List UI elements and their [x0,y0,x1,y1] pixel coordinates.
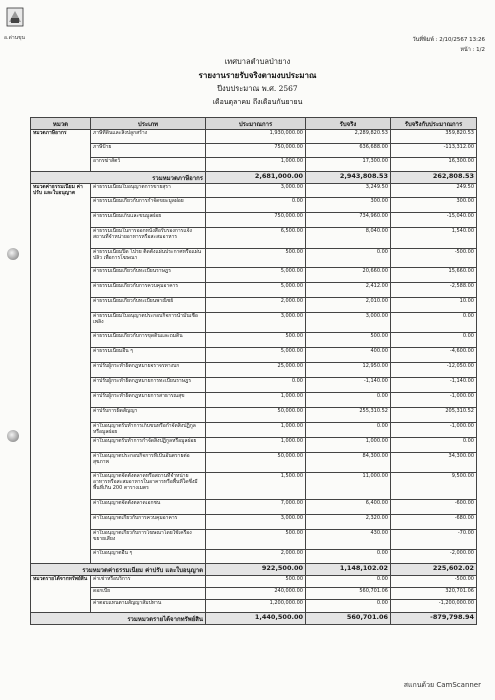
table-row [31,158,477,172]
item-type-cell: ค่าธรรมเนียมเกี่ยวกับการขุดดินและถมดิน [91,333,206,348]
budget-cell: 2,000.00 [206,550,306,564]
table-row [31,249,477,268]
total-actual-cell: 560,701.06 [306,613,391,625]
total-budget-cell: 1,440,500.00 [206,613,306,625]
category-cell: หมวดค่าธรรมเนียม ค่าปรับ และใบอนุญาต [31,184,91,564]
actual-cell: 2,010.00 [306,298,391,313]
municipality-seal-logo [4,6,26,32]
report-period: เดือนตุลาคม ถึงเดือนกันยายน [212,98,303,106]
actual-cell: 3,000.00 [306,313,391,333]
page-number: หน้า : 1/2 [460,47,485,53]
item-type-cell: อากรฆ่าสัตว์ [91,158,206,172]
actual-cell: 500.00 [306,333,391,348]
difference-cell: 10.00 [391,298,477,313]
budget-cell: 1,200,000.00 [206,600,306,613]
difference-cell: -1,000.00 [391,423,477,438]
table-row [31,550,477,564]
item-type-cell: ค่าธรรมเนียมอื่น ๆ [91,348,206,363]
total-difference-cell: 262,808.53 [391,172,477,184]
item-type-cell: ค่าธรรมเนียมเกี่ยวกับทะเบียนราษฎร [91,268,206,283]
table-row [31,130,477,144]
section-total-row [31,172,477,184]
item-type-cell: ค่าธรรมเนียมเกี่ยวกับการกำจัดขยะมูลฝอย [91,198,206,213]
table-row [31,438,477,453]
budget-cell: 5,000.00 [206,283,306,298]
table-body [31,130,477,625]
budget-cell: 1,930,000.00 [206,130,306,144]
difference-cell: -1,200,000.00 [391,600,477,613]
section-total-row [31,564,477,576]
difference-cell: 0.00 [391,438,477,453]
item-type-cell: ค่าปรับการผิดสัญญา [91,408,206,423]
table-row [31,363,477,378]
item-type-cell: ค่าธรรมเนียมในการออกหนังสือรับรองการแจ้งสถานที่จำหน่ายอาหารหรือสะสมอาหาร [91,228,206,249]
budget-cell: 25,000.00 [206,363,306,378]
budget-cell: 240,000.00 [206,588,306,600]
actual-cell: 17,300.00 [306,158,391,172]
item-type-cell: ค่าใบอนุญาตอื่น ๆ [91,550,206,564]
revenue-table [30,117,477,625]
budget-cell: 2,000.00 [206,298,306,313]
total-budget-cell: 2,681,000.00 [206,172,306,184]
difference-cell: -1,140.00 [391,378,477,393]
actual-cell: 2,412.00 [306,283,391,298]
actual-cell: 84,300.00 [306,453,391,473]
actual-cell: 1,000.00 [306,438,391,453]
col-header-difference: รับจริงกับประมาณการ [391,118,477,130]
fiscal-year: ปีงบประมาณ พ.ศ. 2567 [217,84,298,93]
budget-cell: 0.00 [206,198,306,213]
item-type-cell: ค่าธรรมเนียมเกี่ยวกับทะเบียนพาณิชย์ [91,298,206,313]
difference-cell: 249.50 [391,184,477,198]
difference-cell: 16,300.00 [391,158,477,172]
budget-cell: 750,000.00 [206,213,306,228]
difference-cell: 9,500.00 [391,473,477,500]
actual-cell: 20,660.00 [306,268,391,283]
item-type-cell: ภาษีป้าย [91,144,206,158]
col-header-budget: ประมาณการ [206,118,306,130]
actual-cell: 0.00 [306,249,391,268]
item-type-cell: ค่าใบอนุญาตเกี่ยวกับการโฆษณาโดยใช้เครื่องขยายเสียง [91,530,206,550]
total-actual-cell: 1,148,102.02 [306,564,391,576]
item-type-cell: ค่าธรรมเนียมใบอนุญาตประกอบกิจการน้ำมันเชื้อเพลิง [91,313,206,333]
actual-cell: 636,688.00 [306,144,391,158]
actual-cell: 400.00 [306,348,391,363]
section-total-label: รวมหมวดค่าธรรมเนียม ค่าปรับ และใบอนุญาต [31,564,206,576]
budget-cell: 6,500.00 [206,228,306,249]
actual-cell: 734,960.00 [306,213,391,228]
table-header-row [31,118,477,130]
table-row [31,576,477,588]
section-total-label: รวมหมวดรายได้จากทรัพย์สิน [31,613,206,625]
actual-cell: 12,950.00 [306,363,391,378]
item-type-cell: ภาษีที่ดินและสิ่งปลูกสร้าง [91,130,206,144]
budget-cell: 750,000.00 [206,144,306,158]
table-row [31,198,477,213]
budget-cell: 1,500.00 [206,473,306,500]
punch-hole-top [7,248,19,260]
category-cell: หมวดรายได้จากทรัพย์สิน [31,576,91,613]
item-type-cell: ค่าตอบแทนตามสัญญาสัมปทาน [91,600,206,613]
col-header-actual: รับจริง [306,118,391,130]
budget-cell: 500.00 [206,249,306,268]
item-type-cell: ค่าปรับผู้กระทำผิดกฎหมายการสาธารณสุข [91,393,206,408]
budget-cell: 3,000.00 [206,313,306,333]
actual-cell: 0.00 [306,550,391,564]
table-row [31,283,477,298]
difference-cell: -12,050.00 [391,363,477,378]
table-row [31,378,477,393]
table-row [31,144,477,158]
item-type-cell: ค่าธรรมเนียมปิด โปรย ติดตั้งแผ่นประกาศหรือแผ่นปลิว เพื่อการโฆษณา [91,249,206,268]
difference-cell: -4,600.00 [391,348,477,363]
difference-cell: 300.00 [391,198,477,213]
actual-cell: 6,400.00 [306,500,391,515]
difference-cell: -1,000.00 [391,393,477,408]
actual-cell: 430.00 [306,530,391,550]
budget-cell: 1,000.00 [206,158,306,172]
punch-hole-bottom [7,430,19,442]
item-type-cell: ค่าปรับผู้กระทำผิดกฎหมายการทะเบียนราษฎร [91,378,206,393]
actual-cell: 8,040.00 [306,228,391,249]
table-row [31,473,477,500]
table-row [31,184,477,198]
difference-cell: -70.00 [391,530,477,550]
actual-cell: 2,320.00 [306,515,391,530]
total-budget-cell: 922,500.00 [206,564,306,576]
table-row [31,228,477,249]
item-type-cell: ค่าใบอนุญาตจัดตั้งตลาดหรือสถานที่จำหน่ายอาหารหรือสะสมอาหารในอาคารหรือพื้นที่ใดซึ่งมีพื้นที่เกิน 200 ตารางเมตร [91,473,206,500]
budget-cell: 5,000.00 [206,268,306,283]
table-row [31,423,477,438]
table-row [31,588,477,600]
actual-cell: 0.00 [306,423,391,438]
table-row [31,213,477,228]
org-name: เทศบาลตำบลป่ายาง [224,57,291,66]
difference-cell: 0.00 [391,313,477,333]
budget-cell: 500.00 [206,333,306,348]
budget-cell: 500.00 [206,530,306,550]
difference-cell: 0.00 [391,333,477,348]
actual-cell: 0.00 [306,576,391,588]
item-type-cell: ค่าใบอนุญาตรับทำการกำจัดสิ่งปฏิกูลหรือมูลฝอย [91,438,206,453]
actual-cell: 300.00 [306,198,391,213]
actual-cell: -1,140.00 [306,378,391,393]
category-cell: หมวดภาษีอากร [31,130,91,172]
table-row [31,333,477,348]
difference-cell: 320,701.06 [391,588,477,600]
actual-cell: 11,000.00 [306,473,391,500]
total-difference-cell: 225,602.02 [391,564,477,576]
actual-cell: 0.00 [306,600,391,613]
table-row [31,348,477,363]
table-row [31,515,477,530]
col-header-category: หมวด [31,118,91,130]
item-type-cell: ค่าธรรมเนียมเก็บและขนมูลฝอย [91,213,206,228]
difference-cell: -680.00 [391,515,477,530]
report-title: รายงานรายรับจริงตามงบประมาณ [198,70,317,80]
actual-cell: 255,310.52 [306,408,391,423]
table-row [31,500,477,515]
budget-cell: 1,000.00 [206,423,306,438]
table-row [31,600,477,613]
table-row [31,298,477,313]
difference-cell: -2,000.00 [391,550,477,564]
difference-cell: -600.00 [391,500,477,515]
difference-cell: 359,820.53 [391,130,477,144]
budget-cell: 50,000.00 [206,408,306,423]
table-row [31,453,477,473]
difference-cell: -113,312.00 [391,144,477,158]
budget-cell: 500.00 [206,576,306,588]
item-type-cell: ค่าปรับผู้กระทำผิดกฎหมายจราจรทางบก [91,363,206,378]
difference-cell: -2,588.00 [391,283,477,298]
item-type-cell: ค่าธรรมเนียมเกี่ยวกับการควบคุมอาคาร [91,283,206,298]
col-header-type: ประเภท [91,118,206,130]
actual-cell: 2,289,820.53 [306,130,391,144]
item-type-cell: ค่าใบอนุญาตจัดตั้งตลาดเอกชน [91,500,206,515]
table-row [31,313,477,333]
table-row [31,268,477,283]
difference-cell: 1,540.00 [391,228,477,249]
actual-cell: 3,249.50 [306,184,391,198]
item-type-cell: ค่าใบอนุญาตรับทำการเก็บขนหรือกำจัดสิ่งปฏิกูลหรือมูลฝอย [91,423,206,438]
total-difference-cell: -879,798.94 [391,613,477,625]
difference-cell: -500.00 [391,576,477,588]
total-actual-cell: 2,943,808.53 [306,172,391,184]
budget-cell: 50,000.00 [206,453,306,473]
budget-cell: 3,000.00 [206,515,306,530]
item-type-cell: ค่าใบอนุญาตประกอบกิจการที่เป็นอันตรายต่อสุขภาพ [91,453,206,473]
table-row [31,393,477,408]
scanner-watermark: สแกนด้วย CamScanner [403,681,481,689]
item-type-cell: ดอกเบี้ย [91,588,206,600]
table-row [31,530,477,550]
item-type-cell: ค่าธรรมเนียมใบอนุญาตการขายสุรา [91,184,206,198]
budget-cell: 0.00 [206,378,306,393]
item-type-cell: ค่าเช่าหรือบริการ [91,576,206,588]
table-row [31,408,477,423]
print-date: วันที่พิมพ์ : 2/10/2567 13:26 [412,37,485,43]
difference-cell: -500.00 [391,249,477,268]
budget-cell: 1,000.00 [206,393,306,408]
section-total-row [31,613,477,625]
actual-cell: 0.00 [306,393,391,408]
difference-cell: 15,660.00 [391,268,477,283]
budget-cell: 1,000.00 [206,438,306,453]
difference-cell: 205,310.52 [391,408,477,423]
section-total-label: รวมหมวดภาษีอากร [31,172,206,184]
budget-cell: 5,000.00 [206,348,306,363]
budget-cell: 7,000.00 [206,500,306,515]
logo-caption: อ.ด่านขุน [4,35,25,41]
actual-cell: 560,701.06 [306,588,391,600]
difference-cell: -15,040.00 [391,213,477,228]
item-type-cell: ค่าใบอนุญาตเกี่ยวกับการควบคุมอาคาร [91,515,206,530]
difference-cell: 34,300.00 [391,453,477,473]
budget-cell: 3,000.00 [206,184,306,198]
